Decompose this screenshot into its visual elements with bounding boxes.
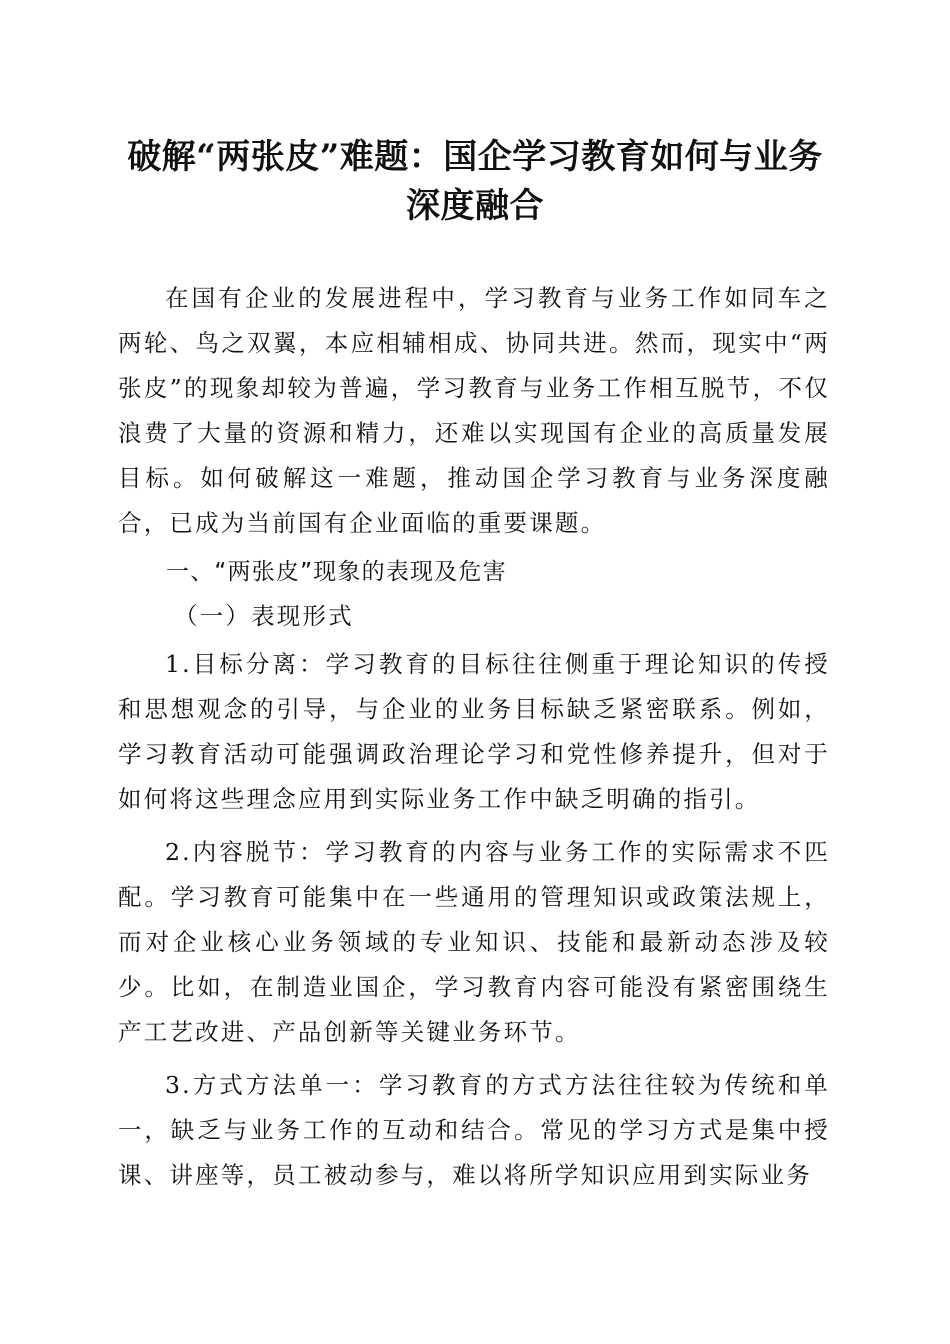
point-3-paragraph: 3.方式方法单一：学习教育的方式方法往往较为传统和单一，缺乏与业务工作的互动和结合。常见的学习方式是集中授课、讲座等，员工被动参与，难以将所学知识应用到实际业务 bbox=[118, 1071, 830, 1189]
point-2-paragraph: 2.内容脱节：学习教育的内容与业务工作的实际需求不匹配。学习教育可能集中在一些通用的管理知识或政策法规上，而对企业核心业务领域的专业知识、技能和最新动态涉及较少。比如，在制造业国企，学习教育内容可能没有紧密围绕生产工艺改进、产品创新等关键业务环节。 bbox=[118, 838, 830, 1046]
intro-paragraph: 在国有企业的发展进程中，学习教育与业务工作如同车之两轮、鸟之双翼，本应相辅相成、协同共进。然而，现实中“两张皮”的现象却较为普遍，学习教育与业务工作相互脱节，不仅浪费了大量的资源和精力，还难以实现国有企业的高质量发展目标。如何破解这一难题，推动国企学习教育与业务深度融合，已成为当前国有企业面临的重要课题。 bbox=[118, 284, 830, 537]
subsection-heading-1: （一）表现形式 bbox=[174, 602, 354, 630]
document-body bbox=[118, 276, 830, 1198]
document-title: 破解“两张皮”难题：国企学习教育如何与业务深度融合 bbox=[127, 137, 823, 226]
section-heading-1: 一、“两张皮”现象的表现及危害 bbox=[166, 559, 507, 585]
point-1-paragraph: 1.目标分离：学习教育的目标往往侧重于理论知识的传授和思想观念的引导，与企业的业务目标缺乏紧密联系。例如，学习教育活动可能强调政治理论学习和党性修养提升，但对于如何将这些理念应用到实际业务工作中缺乏明确的指引。 bbox=[118, 650, 830, 813]
